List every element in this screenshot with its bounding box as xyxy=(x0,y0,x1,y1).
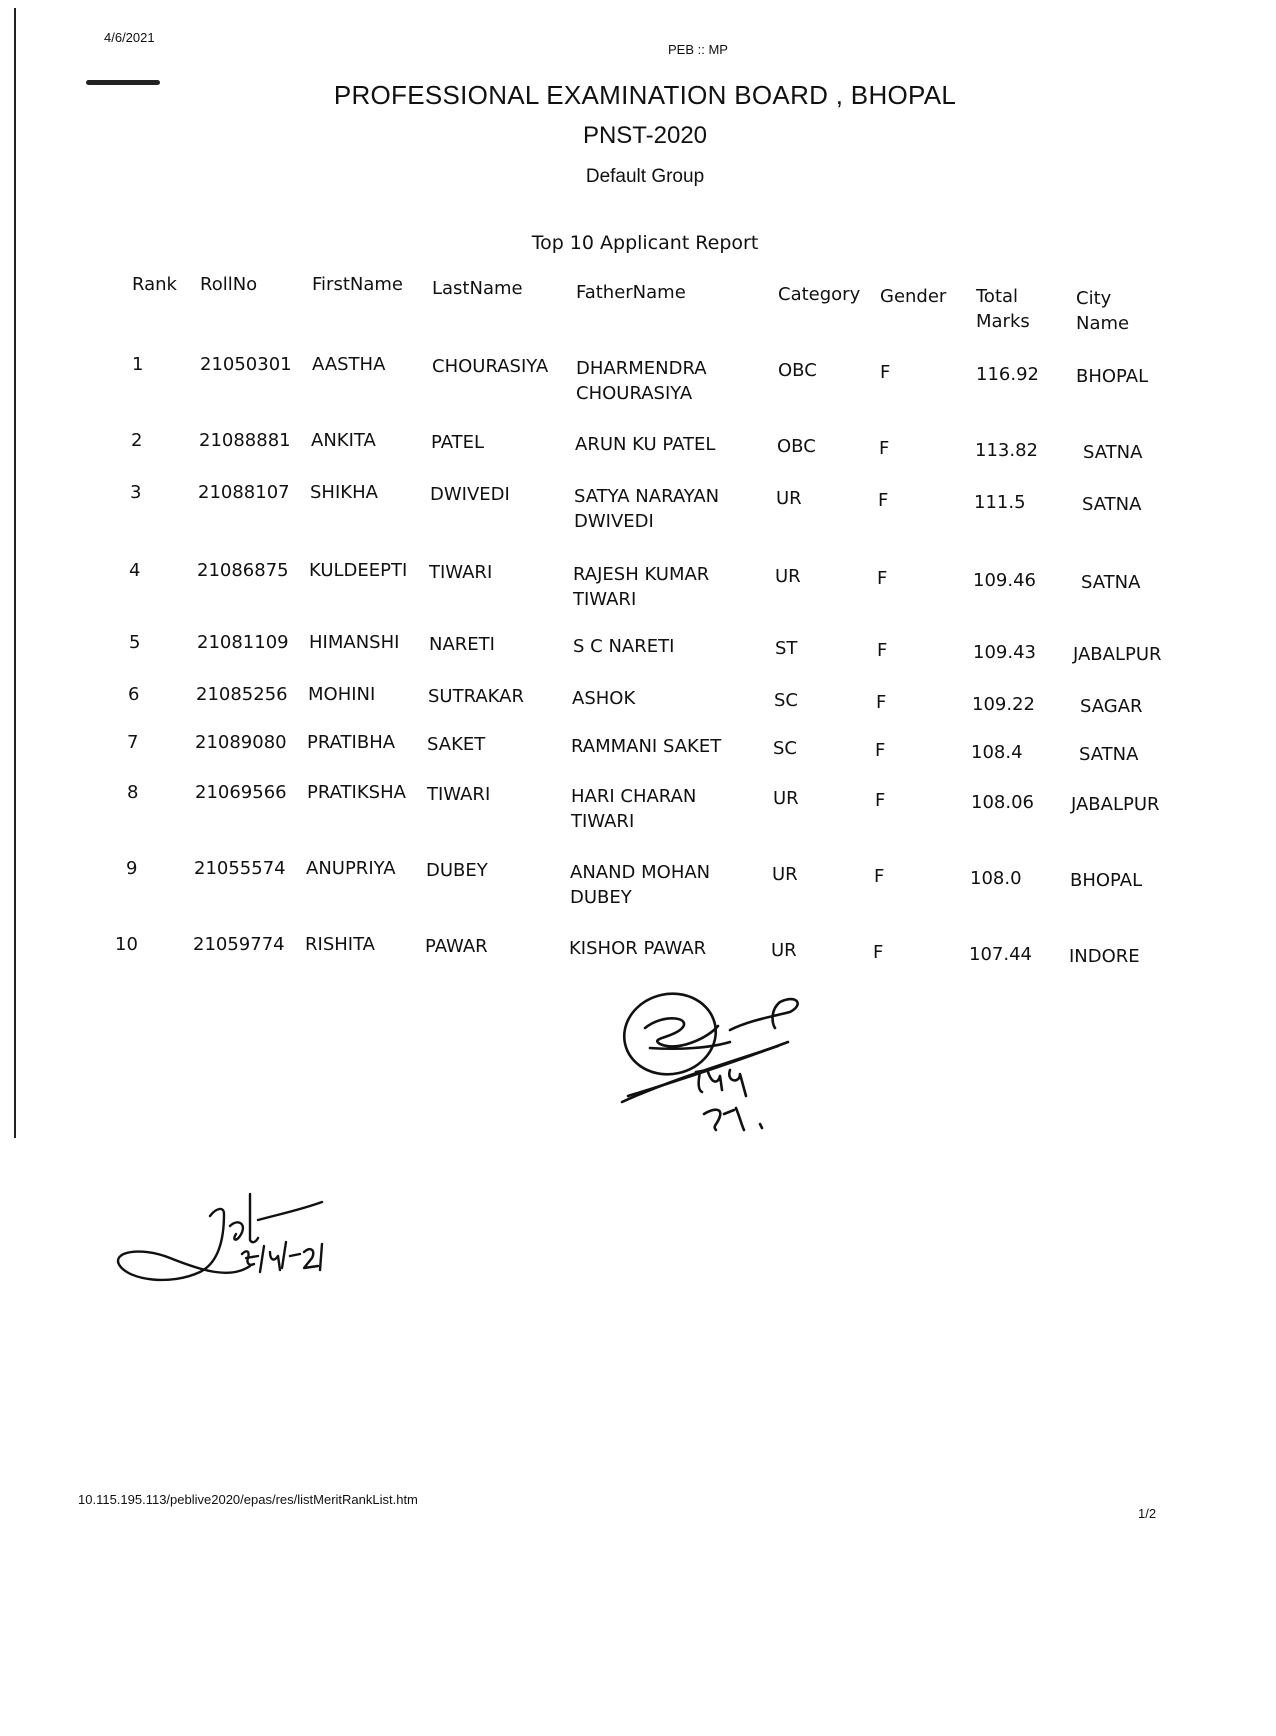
cell-rollno: 21088881 xyxy=(199,430,291,451)
cell-total-marks: 108.4 xyxy=(971,742,1023,763)
cell-gender: F xyxy=(874,866,885,887)
cell-fathername: DHARMENDRA CHOURASIYA xyxy=(576,358,707,404)
cell-gender: F xyxy=(875,740,886,761)
cell-city: SAGAR xyxy=(1080,696,1143,717)
cell-total-marks: 109.46 xyxy=(973,570,1036,591)
cell-rollno: 21088107 xyxy=(198,482,290,503)
cell-city: JABALPUR xyxy=(1071,794,1160,815)
cell-gender: F xyxy=(879,438,890,459)
cell-lastname: SUTRAKAR xyxy=(428,686,524,707)
column-header-category: Category xyxy=(778,284,861,305)
cell-lastname: CHOURASIYA xyxy=(432,356,549,377)
cell-category: UR xyxy=(772,864,798,885)
cell-total-marks: 116.92 xyxy=(976,364,1039,385)
footer-url: 10.115.195.113/peblive2020/epas/res/listMeritRankList.htm xyxy=(78,1492,418,1507)
cell-firstname: ANKITA xyxy=(311,430,376,451)
signature-1 xyxy=(600,990,860,1160)
page-title: PROFESSIONAL EXAMINATION BOARD , BHOPAL xyxy=(333,80,957,110)
column-header-total-marks: Total Marks xyxy=(976,286,1030,332)
cell-gender: F xyxy=(878,490,889,511)
cell-rank: 8 xyxy=(127,782,139,803)
cell-city: BHOPAL xyxy=(1076,366,1149,387)
signature-2 xyxy=(90,1180,350,1310)
cell-rank: 4 xyxy=(129,560,141,581)
cell-lastname: PATEL xyxy=(431,432,485,453)
cell-lastname: DUBEY xyxy=(426,860,488,881)
cell-total-marks: 109.43 xyxy=(973,642,1036,663)
cell-category: SC xyxy=(773,738,797,759)
cell-firstname: PRATIBHA xyxy=(307,732,396,753)
cell-category: UR xyxy=(773,788,799,809)
cell-rank: 7 xyxy=(127,732,139,753)
cell-firstname: PRATIKSHA xyxy=(307,782,406,803)
cell-total-marks: 108.06 xyxy=(971,792,1034,813)
cell-rollno: 21055574 xyxy=(194,858,286,879)
column-header-rollno: RollNo xyxy=(200,274,258,295)
cell-lastname: PAWAR xyxy=(425,936,488,957)
cell-rank: 1 xyxy=(132,354,144,375)
cell-category: OBC xyxy=(778,360,817,381)
cell-firstname: AASTHA xyxy=(312,354,386,375)
cell-firstname: KULDEEPTI xyxy=(309,560,408,581)
cell-city: JABALPUR xyxy=(1073,644,1162,665)
cell-rollno: 21050301 xyxy=(200,354,292,375)
cell-rollno: 21085256 xyxy=(196,684,288,705)
column-header-gender: Gender xyxy=(880,286,947,307)
cell-fathername: ASHOK xyxy=(572,688,636,709)
cell-firstname: HIMANSHI xyxy=(309,632,400,653)
cell-firstname: ANUPRIYA xyxy=(306,858,396,879)
cell-rollno: 21086875 xyxy=(197,560,289,581)
cell-category: SC xyxy=(774,690,798,711)
cell-firstname: RISHITA xyxy=(305,934,375,955)
cell-rollno: 21089080 xyxy=(195,732,287,753)
cell-fathername: SATYA NARAYAN DWIVEDI xyxy=(574,486,720,532)
cell-category: ST xyxy=(775,638,798,659)
cell-lastname: DWIVEDI xyxy=(430,484,510,505)
cell-gender: F xyxy=(880,362,891,383)
cell-firstname: SHIKHA xyxy=(310,482,378,503)
cell-rank: 6 xyxy=(128,684,140,705)
cell-total-marks: 109.22 xyxy=(972,694,1035,715)
cell-total-marks: 107.44 xyxy=(969,944,1032,965)
cell-city: SATNA xyxy=(1083,442,1143,463)
cell-gender: F xyxy=(876,692,887,713)
print-date: 4/6/2021 xyxy=(104,30,155,45)
cell-lastname: NARETI xyxy=(429,634,495,655)
cell-rank: 2 xyxy=(131,430,143,451)
cell-rollno: 21069566 xyxy=(195,782,287,803)
cell-gender: F xyxy=(877,568,888,589)
cell-category: UR xyxy=(776,488,802,509)
group-name: Default Group xyxy=(585,166,705,187)
cell-firstname: MOHINI xyxy=(308,684,376,705)
column-header-city-name: City Name xyxy=(1076,288,1130,334)
cell-lastname: TIWARI xyxy=(427,784,491,805)
report-title: Top 10 Applicant Report xyxy=(531,232,759,254)
cell-rollno: 21081109 xyxy=(197,632,289,653)
cell-gender: F xyxy=(873,942,884,963)
cell-city: SATNA xyxy=(1081,572,1141,593)
cell-fathername: ANAND MOHAN DUBEY xyxy=(570,862,711,908)
cell-total-marks: 111.5 xyxy=(974,492,1026,513)
cell-fathername: KISHOR PAWAR xyxy=(569,938,707,959)
column-header-lastname: LastName xyxy=(432,278,523,299)
cell-gender: F xyxy=(877,640,888,661)
exam-name: PNST-2020 xyxy=(582,122,708,149)
cell-city: INDORE xyxy=(1069,946,1140,967)
cell-total-marks: 113.82 xyxy=(975,440,1038,461)
cell-category: UR xyxy=(775,566,801,587)
cell-rank: 5 xyxy=(129,632,141,653)
cell-rollno: 21059774 xyxy=(193,934,285,955)
cell-city: BHOPAL xyxy=(1070,870,1143,891)
cell-fathername: RAMMANI SAKET xyxy=(571,736,722,757)
cell-city: SATNA xyxy=(1079,744,1139,765)
cell-city: SATNA xyxy=(1082,494,1142,515)
cell-rank: 10 xyxy=(115,934,138,955)
column-header-fathername: FatherName xyxy=(576,282,686,303)
column-header-firstname: FirstName xyxy=(312,274,403,295)
cell-lastname: SAKET xyxy=(427,734,486,755)
cell-fathername: ARUN KU PATEL xyxy=(575,434,716,455)
cell-fathername: S C NARETI xyxy=(573,636,675,657)
cell-total-marks: 108.0 xyxy=(970,868,1022,889)
cell-fathername: RAJESH KUMAR TIWARI xyxy=(573,564,710,610)
cell-lastname: TIWARI xyxy=(429,562,493,583)
cell-category: OBC xyxy=(777,436,816,457)
cell-gender: F xyxy=(875,790,886,811)
page-number: 1/2 xyxy=(1138,1506,1157,1521)
cell-rank: 3 xyxy=(130,482,142,503)
cell-fathername: HARI CHARAN TIWARI xyxy=(571,786,697,832)
cell-rank: 9 xyxy=(126,858,138,879)
site-name: PEB :: MP xyxy=(668,42,728,57)
column-header-rank: Rank xyxy=(132,274,177,295)
cell-category: UR xyxy=(771,940,797,961)
